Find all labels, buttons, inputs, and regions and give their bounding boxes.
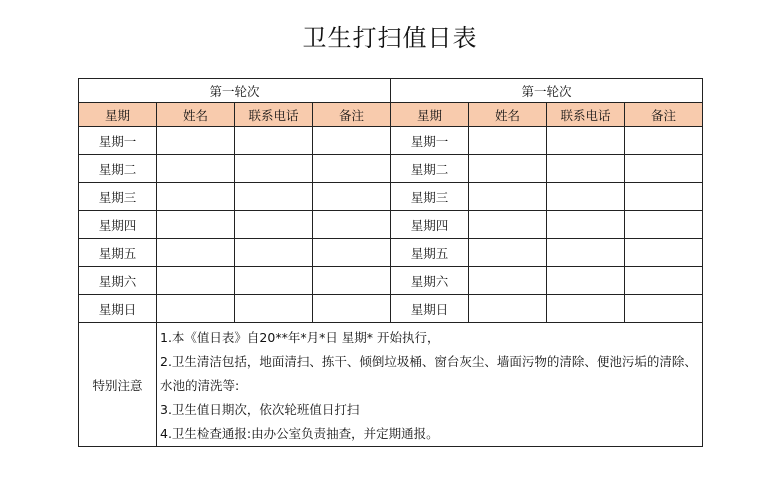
phone-cell[interactable] <box>547 211 625 239</box>
name-cell[interactable] <box>469 183 547 211</box>
weekday-cell: 星期五 <box>79 239 157 267</box>
column-header-row <box>79 103 703 127</box>
weekday-cell: 星期一 <box>79 127 157 155</box>
table-row <box>79 183 703 211</box>
weekday-cell: 星期三 <box>79 183 157 211</box>
name-cell[interactable] <box>157 183 235 211</box>
phone-cell[interactable] <box>547 127 625 155</box>
phone-cell[interactable] <box>235 183 313 211</box>
note-line: 1.本《值日表》自20**年*月*日 星期* 开始执行， <box>160 330 440 345</box>
table-row <box>79 239 703 267</box>
remark-cell[interactable] <box>313 155 391 183</box>
remark-cell[interactable] <box>625 183 703 211</box>
round-right-label: 第一轮次 <box>391 79 703 103</box>
weekday-cell: 星期二 <box>391 155 469 183</box>
weekday-cell: 星期二 <box>79 155 157 183</box>
remark-cell[interactable] <box>625 211 703 239</box>
name-cell[interactable] <box>157 239 235 267</box>
table-row <box>79 295 703 323</box>
column-header-name: 姓名 <box>157 103 235 127</box>
column-header-remark: 备注 <box>625 103 703 127</box>
remark-cell[interactable] <box>313 239 391 267</box>
weekday-cell: 星期日 <box>79 295 157 323</box>
remark-cell[interactable] <box>313 127 391 155</box>
phone-cell[interactable] <box>235 155 313 183</box>
weekday-cell: 星期三 <box>391 183 469 211</box>
phone-cell[interactable] <box>547 239 625 267</box>
phone-cell[interactable] <box>235 211 313 239</box>
remark-cell[interactable] <box>313 211 391 239</box>
weekday-cell: 星期六 <box>79 267 157 295</box>
name-cell[interactable] <box>469 127 547 155</box>
notes-row <box>79 323 703 447</box>
table-row <box>79 127 703 155</box>
remark-cell[interactable] <box>625 239 703 267</box>
name-cell[interactable] <box>469 155 547 183</box>
notes-label: 特别注意 <box>79 323 157 447</box>
column-header-weekday: 星期 <box>391 103 469 127</box>
name-cell[interactable] <box>469 211 547 239</box>
weekday-cell: 星期日 <box>391 295 469 323</box>
column-header-name: 姓名 <box>469 103 547 127</box>
column-header-weekday: 星期 <box>79 103 157 127</box>
phone-cell[interactable] <box>235 239 313 267</box>
page-title: 卫生打扫值日表 <box>302 24 478 52</box>
phone-cell[interactable] <box>547 155 625 183</box>
weekday-cell: 星期六 <box>391 267 469 295</box>
name-cell[interactable] <box>469 267 547 295</box>
note-line: 3.卫生值日期次，依次轮班值日打扫 <box>160 402 360 417</box>
phone-cell[interactable] <box>547 295 625 323</box>
note-line: 4.卫生检查通报:由办公室负责抽查，并定期通报。 <box>160 426 439 441</box>
name-cell[interactable] <box>157 267 235 295</box>
table-row <box>79 155 703 183</box>
name-cell[interactable] <box>157 127 235 155</box>
column-header-phone: 联系电话 <box>235 103 313 127</box>
phone-cell[interactable] <box>235 127 313 155</box>
phone-cell[interactable] <box>235 267 313 295</box>
remark-cell[interactable] <box>625 295 703 323</box>
phone-cell[interactable] <box>235 295 313 323</box>
weekday-cell: 星期四 <box>391 211 469 239</box>
name-cell[interactable] <box>469 295 547 323</box>
duty-table <box>78 78 703 447</box>
name-cell[interactable] <box>469 239 547 267</box>
remark-cell[interactable] <box>313 267 391 295</box>
remark-cell[interactable] <box>313 295 391 323</box>
name-cell[interactable] <box>157 295 235 323</box>
weekday-cell: 星期五 <box>391 239 469 267</box>
name-cell[interactable] <box>157 211 235 239</box>
remark-cell[interactable] <box>625 155 703 183</box>
name-cell[interactable] <box>157 155 235 183</box>
notes-body <box>157 323 703 447</box>
phone-cell[interactable] <box>547 183 625 211</box>
weekday-cell: 星期一 <box>391 127 469 155</box>
weekday-cell: 星期四 <box>79 211 157 239</box>
remark-cell[interactable] <box>625 127 703 155</box>
remark-cell[interactable] <box>313 183 391 211</box>
table-row <box>79 211 703 239</box>
column-header-remark: 备注 <box>313 103 391 127</box>
remark-cell[interactable] <box>625 267 703 295</box>
note-line: 2.卫生清洁包括，地面清扫、拣干、倾倒垃圾桶、窗台灰尘、墙面污物的清除、便池污垢的清除、水池的清洗等: <box>160 354 697 393</box>
column-header-phone: 联系电话 <box>547 103 625 127</box>
round-left-label: 第一轮次 <box>79 79 391 103</box>
round-header-row <box>79 79 703 103</box>
table-row <box>79 267 703 295</box>
phone-cell[interactable] <box>547 267 625 295</box>
